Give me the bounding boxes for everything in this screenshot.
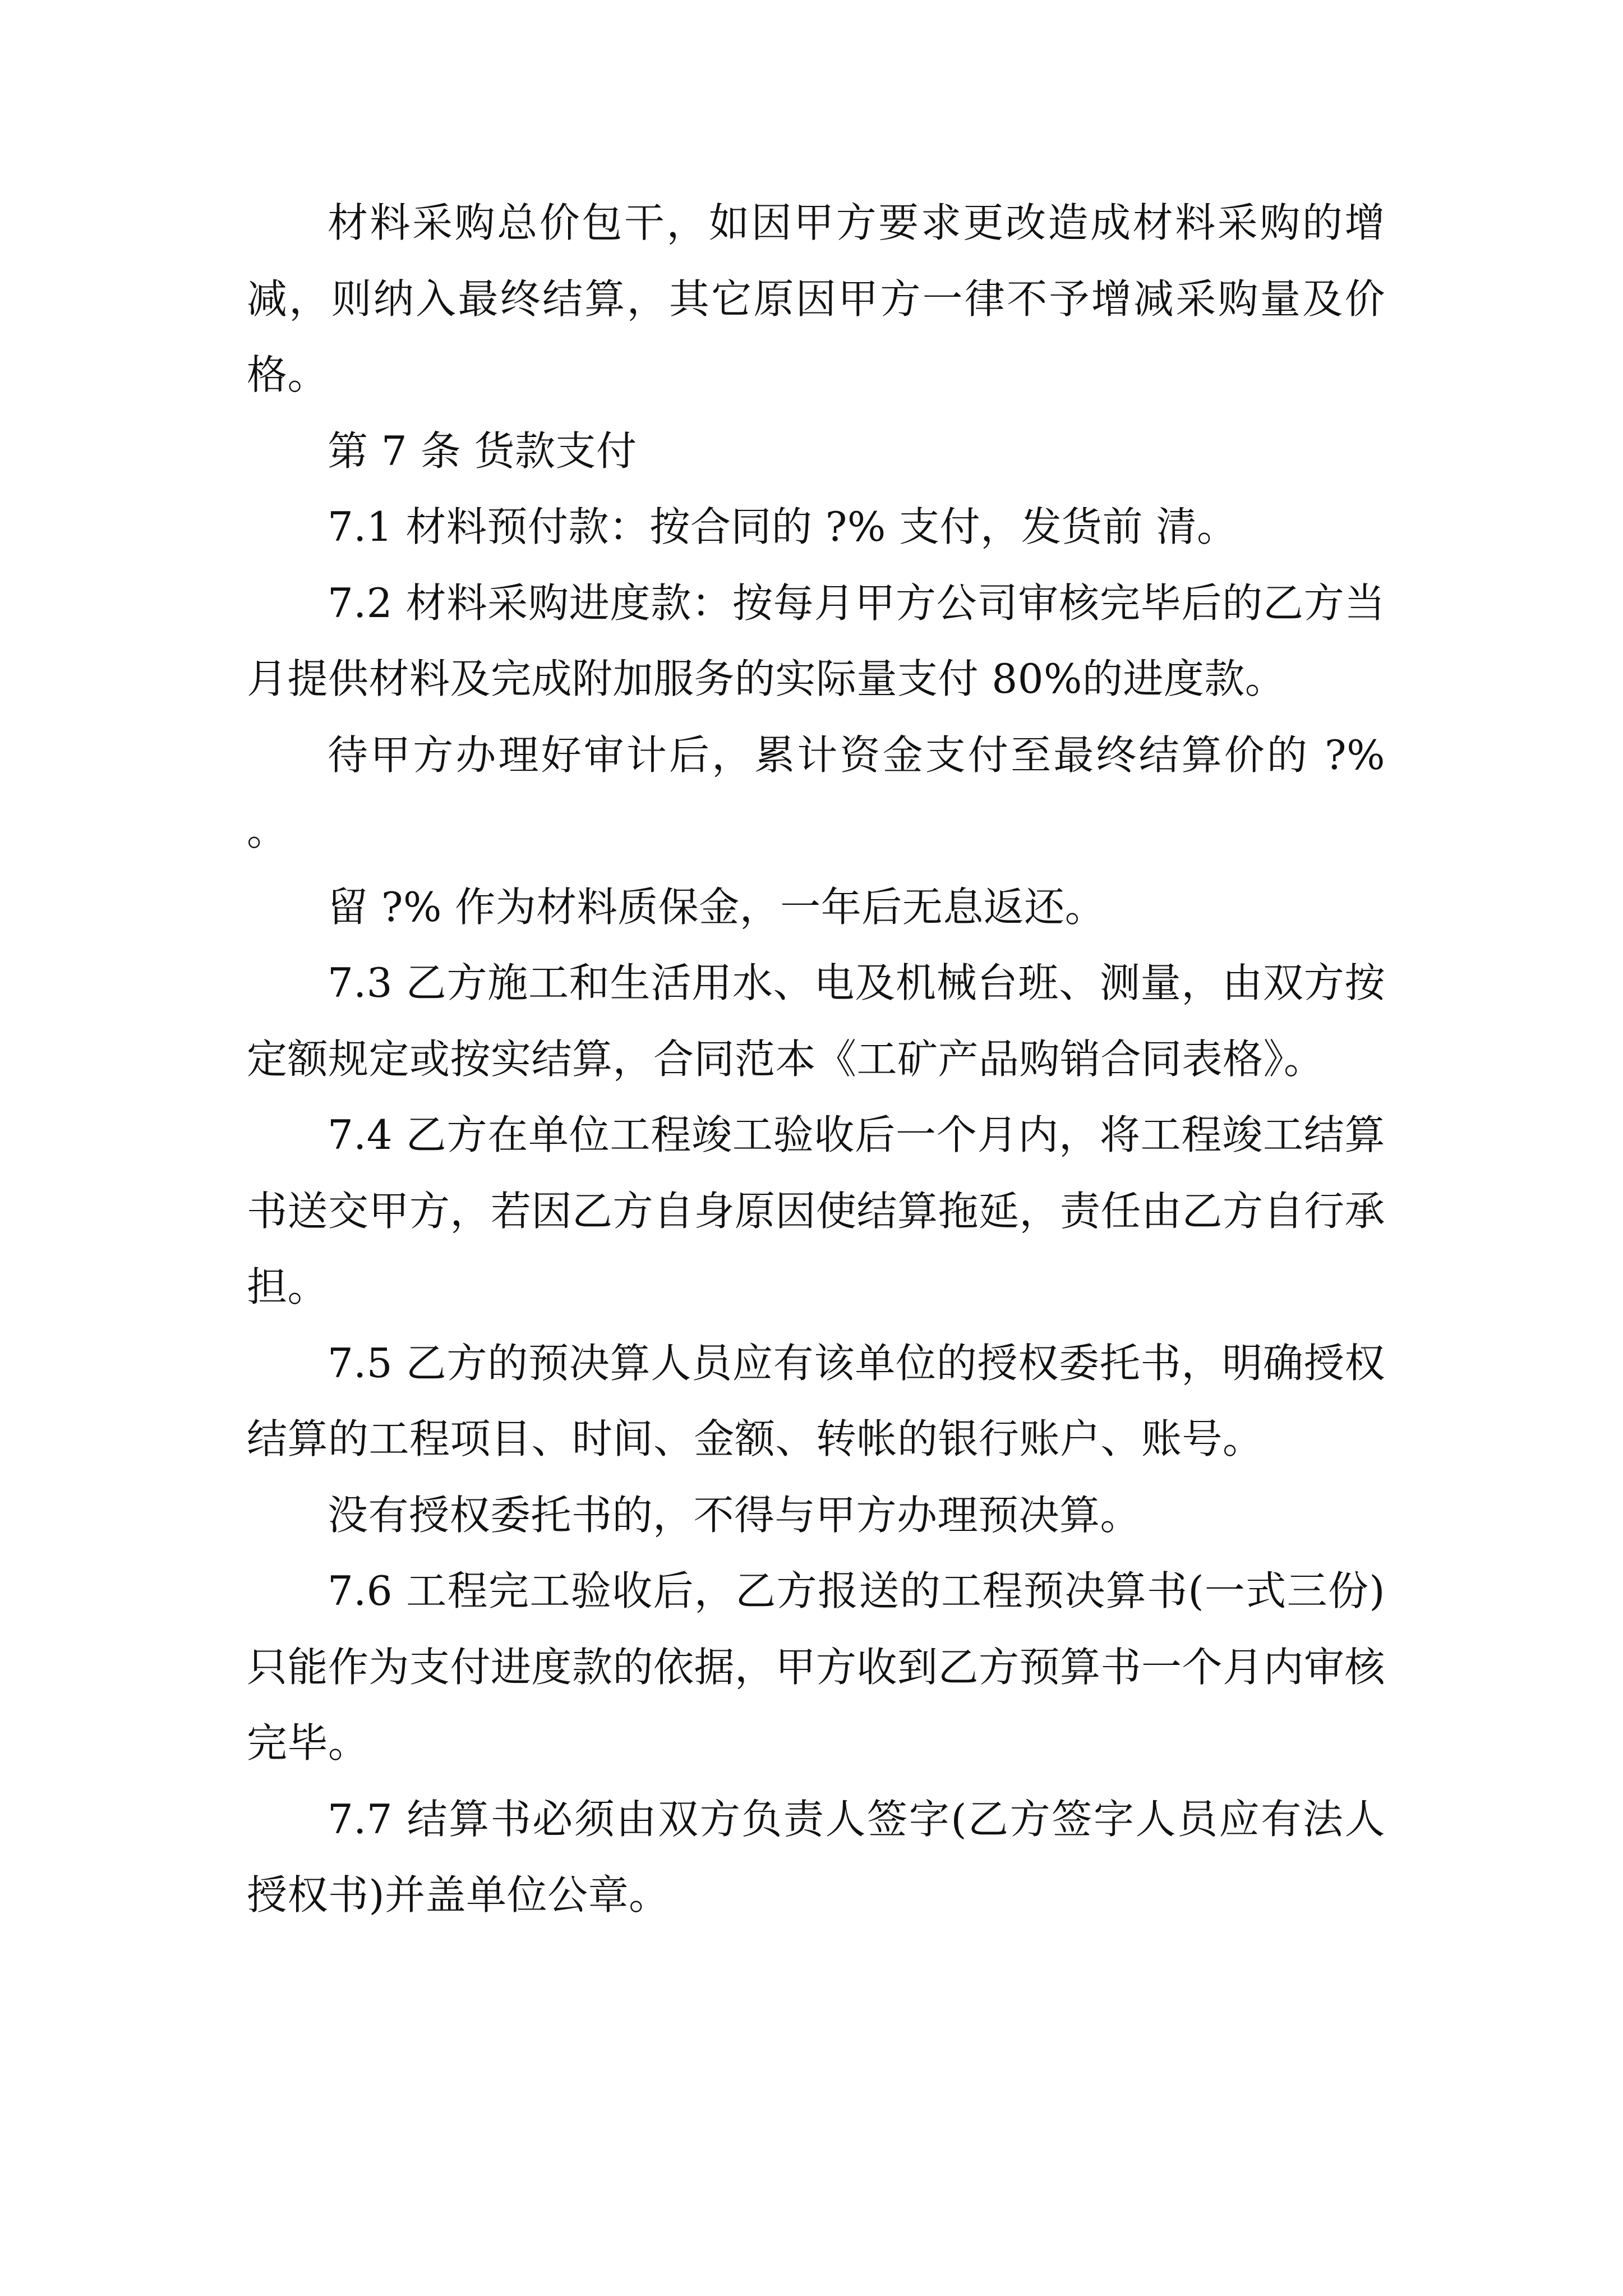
clause-7-4: 7.4 乙方在单位工程竣工验收后一个月内，将工程竣工结算书送交甲方，若因乙方自身原因使结算拖延，责任由乙方自行承担。 xyxy=(247,1111,1386,1310)
document-body xyxy=(247,185,1385,1934)
clause-7-5: 7.5 乙方的预决算人员应有该单位的授权委托书，明确授权结算的工程项目、时间、金额、转帐的银行账户、账号。 xyxy=(247,1339,1385,1462)
paragraph-retention: 留 ?% 作为材料质保金，一年后无息返还。 xyxy=(328,883,1106,931)
clause-7-3: 7.3 乙方施工和生活用水、电及机械台班、测量，由双方按定额规定或按实结算，合同范本《工矿产品购销合同表格》。 xyxy=(247,959,1385,1083)
paragraph-material-price: 材料采购总价包干，如因甲方要求更改造成材料采购的增减，则纳入最终结算，其它原因甲方一律不予增减采购量及价格。 xyxy=(247,199,1385,398)
clause-7-7: 7.7 结算书必须由双方负责人签字(乙方签字人员应有法人授权书)并盖单位公章。 xyxy=(247,1795,1385,1918)
paragraph-audit-payment: 待甲方办理好审计后，累计资金支付至最终结算价的 ?% 。 xyxy=(247,731,1385,854)
paragraph-no-authorization: 没有授权委托书的，不得与甲方办理预决算。 xyxy=(328,1491,1141,1539)
clause-7-1: 7.1 材料预付款：按合同的 ?% 支付，发货前 清。 xyxy=(328,503,1238,550)
clause-7-6: 7.6 工程完工验收后，乙方报送的工程预决算书(一式三份)只能作为支付进度款的依据，甲方收到乙方预算书一个月内审核完毕。 xyxy=(247,1567,1386,1766)
clause-7-2: 7.2 材料采购进度款：按每月甲方公司审核完毕后的乙方当月提供材料及完成附加服务的实际量支付 80%的进度款。 xyxy=(247,579,1385,702)
article-7-heading: 第 7 条 货款支付 xyxy=(328,427,637,475)
